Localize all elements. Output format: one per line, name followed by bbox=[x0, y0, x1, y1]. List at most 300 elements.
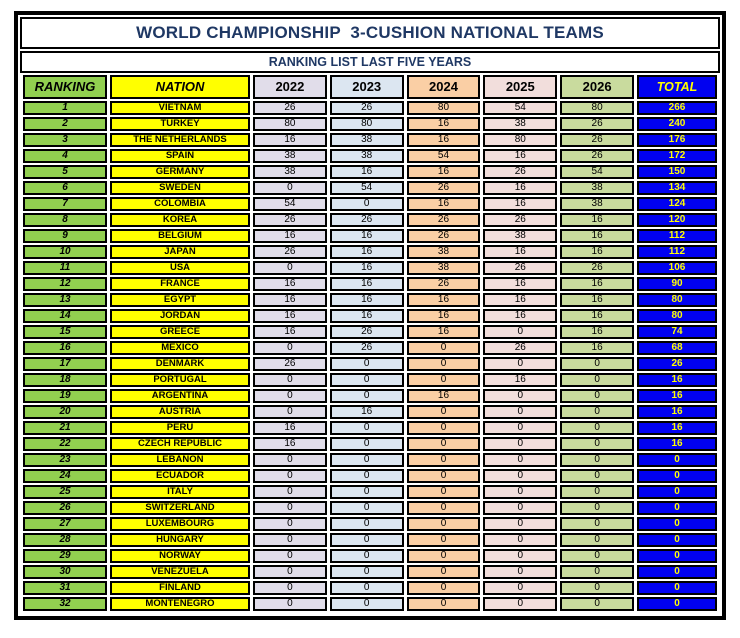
ranking-cell: 5 bbox=[23, 165, 107, 179]
year-2026-cell: 16 bbox=[560, 341, 634, 355]
year-2022-cell: 16 bbox=[253, 229, 327, 243]
year-2023-cell: 16 bbox=[330, 309, 404, 323]
year-2025-cell: 16 bbox=[483, 293, 557, 307]
year-2023-cell: 54 bbox=[330, 181, 404, 195]
total-cell: 0 bbox=[637, 565, 717, 579]
year-2023-cell: 0 bbox=[330, 389, 404, 403]
year-2023-cell: 26 bbox=[330, 101, 404, 115]
total-cell: 112 bbox=[637, 245, 717, 259]
year-2024-cell: 38 bbox=[407, 245, 481, 259]
year-2024-cell: 16 bbox=[407, 197, 481, 211]
year-2026-cell: 16 bbox=[560, 229, 634, 243]
ranking-cell: 22 bbox=[23, 437, 107, 451]
nation-cell: LUXEMBOURG bbox=[110, 517, 250, 531]
table-row bbox=[23, 517, 717, 531]
year-2025-cell: 0 bbox=[483, 565, 557, 579]
table-row bbox=[23, 181, 717, 195]
ranking-cell: 32 bbox=[23, 597, 107, 611]
year-2022-cell: 0 bbox=[253, 501, 327, 515]
ranking-cell: 13 bbox=[23, 293, 107, 307]
ranking-cell: 14 bbox=[23, 309, 107, 323]
table-row bbox=[23, 277, 717, 291]
year-2022-cell: 16 bbox=[253, 133, 327, 147]
year-2025-cell: 16 bbox=[483, 245, 557, 259]
ranking-cell: 28 bbox=[23, 533, 107, 547]
year-2025-cell: 16 bbox=[483, 181, 557, 195]
year-2022-cell: 0 bbox=[253, 261, 327, 275]
year-2024-cell: 0 bbox=[407, 373, 481, 387]
table-row bbox=[23, 373, 717, 387]
year-2026-cell: 16 bbox=[560, 245, 634, 259]
table-row bbox=[23, 565, 717, 579]
year-2022-cell: 0 bbox=[253, 181, 327, 195]
year-2022-cell: 0 bbox=[253, 565, 327, 579]
year-2023-cell: 16 bbox=[330, 245, 404, 259]
ranking-cell: 15 bbox=[23, 325, 107, 339]
total-cell: 134 bbox=[637, 181, 717, 195]
ranking-cell: 1 bbox=[23, 101, 107, 115]
table-row bbox=[23, 469, 717, 483]
year-2023-cell: 38 bbox=[330, 133, 404, 147]
year-2024-cell: 80 bbox=[407, 101, 481, 115]
year-2025-cell: 0 bbox=[483, 453, 557, 467]
year-2026-cell: 0 bbox=[560, 549, 634, 563]
year-2024-cell: 16 bbox=[407, 133, 481, 147]
header-row bbox=[23, 75, 717, 99]
total-cell: 16 bbox=[637, 405, 717, 419]
year-2022-cell: 54 bbox=[253, 197, 327, 211]
ranking-table bbox=[20, 73, 720, 613]
table-row bbox=[23, 117, 717, 131]
year-2022-cell: 16 bbox=[253, 437, 327, 451]
table-row bbox=[23, 149, 717, 163]
table-row bbox=[23, 101, 717, 115]
total-cell: 16 bbox=[637, 421, 717, 435]
table-row bbox=[23, 405, 717, 419]
year-2022-cell: 0 bbox=[253, 533, 327, 547]
year-2026-cell: 80 bbox=[560, 101, 634, 115]
ranking-cell: 31 bbox=[23, 581, 107, 595]
year-2025-cell: 0 bbox=[483, 325, 557, 339]
year-2024-cell: 16 bbox=[407, 117, 481, 131]
year-2026-cell: 16 bbox=[560, 293, 634, 307]
year-2025-cell: 0 bbox=[483, 389, 557, 403]
year-2025-cell: 0 bbox=[483, 501, 557, 515]
ranking-cell: 23 bbox=[23, 453, 107, 467]
total-cell: 0 bbox=[637, 581, 717, 595]
year-2026-cell: 0 bbox=[560, 501, 634, 515]
year-2023-cell: 0 bbox=[330, 517, 404, 531]
nation-cell: LEBANON bbox=[110, 453, 250, 467]
ranking-cell: 6 bbox=[23, 181, 107, 195]
ranking-cell: 18 bbox=[23, 373, 107, 387]
year-2024-cell: 0 bbox=[407, 341, 481, 355]
nation-cell: VENEZUELA bbox=[110, 565, 250, 579]
year-2022-cell: 0 bbox=[253, 549, 327, 563]
ranking-cell: 10 bbox=[23, 245, 107, 259]
year-2024-cell: 26 bbox=[407, 229, 481, 243]
year-2023-cell: 16 bbox=[330, 261, 404, 275]
nation-cell: PORTUGAL bbox=[110, 373, 250, 387]
year-2022-cell: 0 bbox=[253, 405, 327, 419]
year-2022-cell: 26 bbox=[253, 213, 327, 227]
ranking-table-frame bbox=[14, 11, 726, 620]
year-2026-cell: 54 bbox=[560, 165, 634, 179]
year-2026-cell: 16 bbox=[560, 277, 634, 291]
ranking-cell: 17 bbox=[23, 357, 107, 371]
column-header-total: TOTAL bbox=[637, 75, 717, 99]
nation-cell: EGYPT bbox=[110, 293, 250, 307]
column-header-ranking: RANKING bbox=[23, 75, 107, 99]
total-cell: 68 bbox=[637, 341, 717, 355]
ranking-cell: 25 bbox=[23, 485, 107, 499]
year-2023-cell: 0 bbox=[330, 357, 404, 371]
year-2026-cell: 0 bbox=[560, 357, 634, 371]
column-header-nation: NATION bbox=[110, 75, 250, 99]
table-row bbox=[23, 261, 717, 275]
year-2025-cell: 0 bbox=[483, 597, 557, 611]
total-cell: 26 bbox=[637, 357, 717, 371]
table-row bbox=[23, 245, 717, 259]
column-header-2024: 2024 bbox=[407, 75, 481, 99]
nation-cell: PERU bbox=[110, 421, 250, 435]
year-2024-cell: 26 bbox=[407, 213, 481, 227]
year-2023-cell: 0 bbox=[330, 437, 404, 451]
nation-cell: CZECH REPUBLIC bbox=[110, 437, 250, 451]
table-row bbox=[23, 485, 717, 499]
year-2025-cell: 80 bbox=[483, 133, 557, 147]
table-row bbox=[23, 437, 717, 451]
nation-cell: GERMANY bbox=[110, 165, 250, 179]
year-2024-cell: 16 bbox=[407, 325, 481, 339]
ranking-cell: 4 bbox=[23, 149, 107, 163]
year-2023-cell: 0 bbox=[330, 453, 404, 467]
year-2023-cell: 0 bbox=[330, 549, 404, 563]
year-2026-cell: 0 bbox=[560, 453, 634, 467]
year-2025-cell: 38 bbox=[483, 229, 557, 243]
year-2024-cell: 0 bbox=[407, 421, 481, 435]
ranking-cell: 27 bbox=[23, 517, 107, 531]
nation-cell: COLOMBIA bbox=[110, 197, 250, 211]
nation-cell: MONTENEGRO bbox=[110, 597, 250, 611]
year-2026-cell: 0 bbox=[560, 405, 634, 419]
total-cell: 0 bbox=[637, 533, 717, 547]
nation-cell: MEXICO bbox=[110, 341, 250, 355]
year-2023-cell: 0 bbox=[330, 533, 404, 547]
total-cell: 0 bbox=[637, 597, 717, 611]
year-2024-cell: 0 bbox=[407, 533, 481, 547]
ranking-cell: 11 bbox=[23, 261, 107, 275]
table-row bbox=[23, 389, 717, 403]
year-2026-cell: 26 bbox=[560, 117, 634, 131]
year-2024-cell: 16 bbox=[407, 389, 481, 403]
nation-cell: SPAIN bbox=[110, 149, 250, 163]
nation-cell: SWEDEN bbox=[110, 181, 250, 195]
year-2026-cell: 38 bbox=[560, 181, 634, 195]
total-cell: 0 bbox=[637, 485, 717, 499]
ranking-cell: 9 bbox=[23, 229, 107, 243]
year-2025-cell: 26 bbox=[483, 341, 557, 355]
ranking-cell: 16 bbox=[23, 341, 107, 355]
year-2024-cell: 26 bbox=[407, 181, 481, 195]
nation-cell: THE NETHERLANDS bbox=[110, 133, 250, 147]
year-2025-cell: 0 bbox=[483, 533, 557, 547]
table-row bbox=[23, 549, 717, 563]
year-2026-cell: 26 bbox=[560, 133, 634, 147]
total-cell: 90 bbox=[637, 277, 717, 291]
total-cell: 124 bbox=[637, 197, 717, 211]
nation-cell: KOREA bbox=[110, 213, 250, 227]
nation-cell: ECUADOR bbox=[110, 469, 250, 483]
total-cell: 0 bbox=[637, 453, 717, 467]
table-row bbox=[23, 229, 717, 243]
year-2026-cell: 16 bbox=[560, 325, 634, 339]
table-row bbox=[23, 357, 717, 371]
year-2023-cell: 80 bbox=[330, 117, 404, 131]
ranking-table-body bbox=[23, 101, 717, 611]
year-2025-cell: 16 bbox=[483, 277, 557, 291]
total-cell: 0 bbox=[637, 549, 717, 563]
year-2024-cell: 16 bbox=[407, 309, 481, 323]
column-header-2026: 2026 bbox=[560, 75, 634, 99]
total-cell: 112 bbox=[637, 229, 717, 243]
year-2022-cell: 80 bbox=[253, 117, 327, 131]
nation-cell: FRANCE bbox=[110, 277, 250, 291]
year-2026-cell: 16 bbox=[560, 309, 634, 323]
total-cell: 150 bbox=[637, 165, 717, 179]
year-2026-cell: 0 bbox=[560, 469, 634, 483]
year-2025-cell: 0 bbox=[483, 549, 557, 563]
year-2022-cell: 0 bbox=[253, 485, 327, 499]
year-2025-cell: 38 bbox=[483, 117, 557, 131]
year-2022-cell: 16 bbox=[253, 309, 327, 323]
year-2026-cell: 0 bbox=[560, 389, 634, 403]
ranking-cell: 20 bbox=[23, 405, 107, 419]
year-2023-cell: 0 bbox=[330, 421, 404, 435]
year-2025-cell: 0 bbox=[483, 485, 557, 499]
year-2023-cell: 0 bbox=[330, 485, 404, 499]
year-2026-cell: 0 bbox=[560, 437, 634, 451]
ranking-cell: 2 bbox=[23, 117, 107, 131]
year-2023-cell: 16 bbox=[330, 293, 404, 307]
nation-cell: USA bbox=[110, 261, 250, 275]
ranking-cell: 3 bbox=[23, 133, 107, 147]
year-2024-cell: 0 bbox=[407, 565, 481, 579]
total-cell: 16 bbox=[637, 389, 717, 403]
year-2023-cell: 0 bbox=[330, 597, 404, 611]
year-2022-cell: 38 bbox=[253, 149, 327, 163]
ranking-cell: 26 bbox=[23, 501, 107, 515]
total-cell: 172 bbox=[637, 149, 717, 163]
year-2023-cell: 26 bbox=[330, 325, 404, 339]
year-2026-cell: 0 bbox=[560, 517, 634, 531]
year-2025-cell: 26 bbox=[483, 213, 557, 227]
year-2023-cell: 38 bbox=[330, 149, 404, 163]
nation-cell: JORDAN bbox=[110, 309, 250, 323]
ranking-cell: 29 bbox=[23, 549, 107, 563]
year-2024-cell: 0 bbox=[407, 581, 481, 595]
year-2023-cell: 26 bbox=[330, 341, 404, 355]
total-cell: 176 bbox=[637, 133, 717, 147]
year-2022-cell: 16 bbox=[253, 421, 327, 435]
year-2025-cell: 0 bbox=[483, 469, 557, 483]
total-cell: 120 bbox=[637, 213, 717, 227]
year-2026-cell: 26 bbox=[560, 149, 634, 163]
table-row bbox=[23, 293, 717, 307]
year-2022-cell: 0 bbox=[253, 373, 327, 387]
year-2023-cell: 0 bbox=[330, 197, 404, 211]
year-2024-cell: 0 bbox=[407, 485, 481, 499]
page-subtitle: RANKING LIST LAST FIVE YEARS bbox=[20, 51, 720, 73]
year-2025-cell: 26 bbox=[483, 165, 557, 179]
year-2022-cell: 0 bbox=[253, 389, 327, 403]
total-cell: 80 bbox=[637, 293, 717, 307]
year-2022-cell: 0 bbox=[253, 469, 327, 483]
year-2022-cell: 0 bbox=[253, 453, 327, 467]
year-2026-cell: 38 bbox=[560, 197, 634, 211]
year-2022-cell: 26 bbox=[253, 245, 327, 259]
year-2026-cell: 0 bbox=[560, 565, 634, 579]
nation-cell: BELGIUM bbox=[110, 229, 250, 243]
total-cell: 0 bbox=[637, 517, 717, 531]
year-2023-cell: 16 bbox=[330, 229, 404, 243]
year-2026-cell: 0 bbox=[560, 533, 634, 547]
nation-cell: DENMARK bbox=[110, 357, 250, 371]
table-row bbox=[23, 581, 717, 595]
year-2023-cell: 16 bbox=[330, 165, 404, 179]
year-2026-cell: 26 bbox=[560, 261, 634, 275]
year-2025-cell: 16 bbox=[483, 197, 557, 211]
column-header-2025: 2025 bbox=[483, 75, 557, 99]
page-title: WORLD CHAMPIONSHIP 3-CUSHION NATIONAL TEAMS bbox=[20, 17, 720, 49]
nation-cell: ITALY bbox=[110, 485, 250, 499]
table-row bbox=[23, 133, 717, 147]
column-header-2023: 2023 bbox=[330, 75, 404, 99]
nation-cell: ARGENTINA bbox=[110, 389, 250, 403]
year-2025-cell: 16 bbox=[483, 309, 557, 323]
year-2024-cell: 54 bbox=[407, 149, 481, 163]
table-row bbox=[23, 421, 717, 435]
nation-cell: TURKEY bbox=[110, 117, 250, 131]
table-row bbox=[23, 309, 717, 323]
year-2025-cell: 0 bbox=[483, 517, 557, 531]
year-2026-cell: 16 bbox=[560, 213, 634, 227]
total-cell: 240 bbox=[637, 117, 717, 131]
table-row bbox=[23, 341, 717, 355]
year-2022-cell: 26 bbox=[253, 101, 327, 115]
year-2025-cell: 0 bbox=[483, 581, 557, 595]
total-cell: 266 bbox=[637, 101, 717, 115]
year-2022-cell: 0 bbox=[253, 341, 327, 355]
year-2024-cell: 38 bbox=[407, 261, 481, 275]
ranking-cell: 19 bbox=[23, 389, 107, 403]
total-cell: 0 bbox=[637, 469, 717, 483]
year-2025-cell: 0 bbox=[483, 405, 557, 419]
year-2023-cell: 0 bbox=[330, 581, 404, 595]
year-2026-cell: 0 bbox=[560, 373, 634, 387]
nation-cell: SWITZERLAND bbox=[110, 501, 250, 515]
nation-cell: NORWAY bbox=[110, 549, 250, 563]
year-2025-cell: 16 bbox=[483, 373, 557, 387]
year-2025-cell: 16 bbox=[483, 149, 557, 163]
ranking-cell: 8 bbox=[23, 213, 107, 227]
total-cell: 74 bbox=[637, 325, 717, 339]
year-2022-cell: 38 bbox=[253, 165, 327, 179]
column-header-2022: 2022 bbox=[253, 75, 327, 99]
year-2023-cell: 0 bbox=[330, 373, 404, 387]
year-2022-cell: 16 bbox=[253, 293, 327, 307]
year-2025-cell: 0 bbox=[483, 357, 557, 371]
nation-cell: GREECE bbox=[110, 325, 250, 339]
ranking-cell: 24 bbox=[23, 469, 107, 483]
total-cell: 0 bbox=[637, 501, 717, 515]
total-cell: 80 bbox=[637, 309, 717, 323]
year-2026-cell: 0 bbox=[560, 421, 634, 435]
total-cell: 16 bbox=[637, 373, 717, 387]
year-2024-cell: 0 bbox=[407, 597, 481, 611]
year-2024-cell: 0 bbox=[407, 453, 481, 467]
year-2022-cell: 26 bbox=[253, 357, 327, 371]
year-2025-cell: 26 bbox=[483, 261, 557, 275]
year-2022-cell: 16 bbox=[253, 325, 327, 339]
table-row bbox=[23, 453, 717, 467]
year-2024-cell: 16 bbox=[407, 165, 481, 179]
year-2022-cell: 0 bbox=[253, 581, 327, 595]
ranking-cell: 21 bbox=[23, 421, 107, 435]
nation-cell: VIETNAM bbox=[110, 101, 250, 115]
table-row bbox=[23, 597, 717, 611]
year-2026-cell: 0 bbox=[560, 581, 634, 595]
nation-cell: JAPAN bbox=[110, 245, 250, 259]
year-2022-cell: 0 bbox=[253, 517, 327, 531]
table-row bbox=[23, 501, 717, 515]
year-2025-cell: 0 bbox=[483, 421, 557, 435]
ranking-cell: 30 bbox=[23, 565, 107, 579]
total-cell: 106 bbox=[637, 261, 717, 275]
year-2024-cell: 0 bbox=[407, 357, 481, 371]
year-2022-cell: 0 bbox=[253, 597, 327, 611]
year-2025-cell: 0 bbox=[483, 437, 557, 451]
year-2026-cell: 0 bbox=[560, 597, 634, 611]
table-row bbox=[23, 533, 717, 547]
year-2024-cell: 0 bbox=[407, 501, 481, 515]
year-2022-cell: 16 bbox=[253, 277, 327, 291]
table-row bbox=[23, 213, 717, 227]
ranking-cell: 12 bbox=[23, 277, 107, 291]
year-2024-cell: 0 bbox=[407, 549, 481, 563]
nation-cell: HUNGARY bbox=[110, 533, 250, 547]
year-2024-cell: 16 bbox=[407, 293, 481, 307]
ranking-cell: 7 bbox=[23, 197, 107, 211]
year-2023-cell: 16 bbox=[330, 277, 404, 291]
year-2024-cell: 0 bbox=[407, 469, 481, 483]
year-2023-cell: 0 bbox=[330, 501, 404, 515]
year-2023-cell: 26 bbox=[330, 213, 404, 227]
year-2024-cell: 0 bbox=[407, 517, 481, 531]
year-2025-cell: 54 bbox=[483, 101, 557, 115]
year-2024-cell: 0 bbox=[407, 437, 481, 451]
year-2026-cell: 0 bbox=[560, 485, 634, 499]
table-row bbox=[23, 197, 717, 211]
year-2023-cell: 0 bbox=[330, 469, 404, 483]
table-row bbox=[23, 165, 717, 179]
nation-cell: FINLAND bbox=[110, 581, 250, 595]
nation-cell: AUSTRIA bbox=[110, 405, 250, 419]
table-row bbox=[23, 325, 717, 339]
total-cell: 16 bbox=[637, 437, 717, 451]
year-2024-cell: 0 bbox=[407, 405, 481, 419]
year-2023-cell: 0 bbox=[330, 565, 404, 579]
